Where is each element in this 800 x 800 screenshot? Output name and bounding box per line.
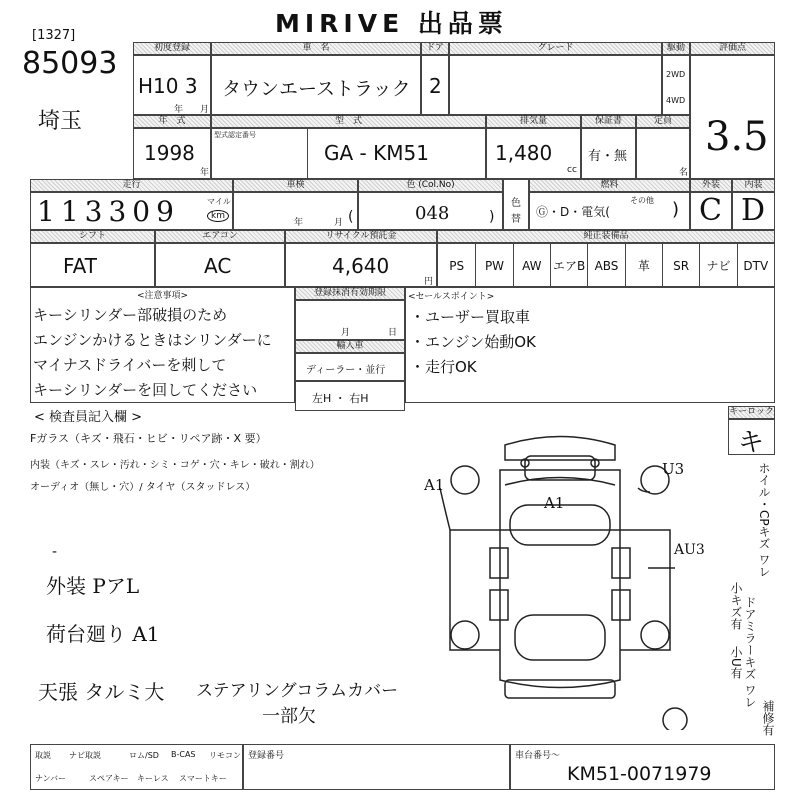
capacity-unit: 名 — [679, 168, 689, 178]
notes-header: <注意事項> — [136, 291, 189, 301]
footer-item: スマートキー — [179, 774, 227, 783]
registration-cell — [295, 300, 405, 340]
equip-pw: PW — [475, 244, 512, 288]
registration-month: 月 — [341, 328, 351, 338]
color-header: 色 (Col.No) — [358, 179, 503, 192]
reg-year-unit: 年 — [174, 105, 184, 115]
drive-2wd: 2WD — [666, 70, 686, 79]
model-sub: 型式認定番号 — [214, 131, 256, 139]
steering-cell — [295, 381, 405, 411]
year-header: 年 式 — [133, 115, 211, 128]
sales-line: ・ユーザー買取車 — [410, 308, 531, 326]
shift-cell — [30, 243, 155, 287]
fuel-close: ) — [672, 199, 680, 220]
registration-day: 日 — [388, 328, 398, 338]
steering-value: 左H ・ 右H — [312, 392, 369, 405]
footer-item: B-CAS — [171, 750, 196, 759]
warranty-value: 有・無 — [588, 149, 628, 164]
footer-item: リモコン — [209, 751, 241, 760]
grade-header: グレード — [449, 42, 662, 55]
cc-unit: cc — [567, 165, 577, 175]
notes-line: キーシリンダーを回してください — [33, 381, 258, 399]
footer-item: ナビ取説 — [69, 751, 101, 760]
name-cell — [211, 55, 421, 115]
drive-header: 駆動 — [662, 42, 690, 55]
shift-header: シフト — [30, 230, 155, 243]
year-value: 1998 — [144, 141, 195, 165]
glass-line: Fガラス（キズ・飛石・ヒビ・リペア跡・X 要） — [30, 432, 267, 445]
drive-4wd: 4WD — [666, 96, 686, 105]
capacity-header: 定員 — [636, 115, 690, 128]
equip-ps: PS — [449, 259, 465, 273]
color-value: 048 — [415, 203, 450, 224]
sales-line: ・走行OK — [410, 358, 477, 376]
inspection-month: 月 — [334, 218, 344, 228]
sales-line: ・エンジン始動OK — [410, 333, 536, 351]
doors-value: 2 — [429, 74, 442, 98]
warranty-cell — [581, 128, 636, 179]
capacity-cell — [636, 128, 690, 179]
fuel-value: Ⓖ・D・電気( — [536, 205, 610, 219]
reg-value: H10 3 — [138, 74, 198, 98]
ac-header: エアコン — [155, 230, 285, 243]
int-header: 内装 — [732, 179, 775, 192]
equip-leather: 革 — [625, 244, 662, 288]
ac-cell — [155, 243, 285, 287]
equip-airbag: エアB — [550, 244, 587, 288]
handwritten-note: 一部欠 — [262, 706, 316, 727]
footer-item: スペアキー — [89, 774, 129, 783]
color-cell — [358, 192, 503, 230]
equip-dtv: DTV — [737, 244, 774, 288]
inspection-cell — [233, 192, 358, 230]
mileage-unit-mile: マイル — [207, 197, 231, 206]
mileage-header: 走行 — [30, 179, 233, 192]
reg-number-label: 登録番号 — [248, 751, 285, 761]
lot-number: 85093 — [22, 46, 118, 81]
inspection-header: 車検 — [233, 179, 358, 192]
damage-label: A1 — [424, 476, 445, 494]
mileage-unit-km: km — [207, 210, 229, 222]
handwritten-note: ステアリングコラムカバー — [196, 681, 399, 701]
repaint-top: 色 — [511, 198, 521, 209]
chassis-cell — [510, 744, 775, 790]
footer-item: キーレス — [137, 774, 169, 783]
notes-line: マイナスドライバーを刺して — [33, 356, 227, 374]
damage-legend: 小U有 — [729, 646, 743, 679]
keylock-value: キ — [738, 428, 765, 458]
reg-cell — [133, 55, 211, 115]
footer-item: 取説 — [35, 751, 51, 760]
doors-cell — [421, 55, 449, 115]
name-header: 車 名 — [211, 42, 421, 55]
reg-header: 初度登録 — [133, 42, 211, 55]
equip-sunroof: SR — [662, 244, 699, 288]
warranty-header: 保証書 — [581, 115, 636, 128]
registration-header: 登録抹消有効期限 — [295, 287, 405, 300]
inspector-header: < 検査員記入欄 > — [34, 410, 143, 425]
equip-aw: AW — [513, 244, 550, 288]
int-value: D — [741, 193, 766, 228]
shift-value: FAT — [63, 254, 98, 278]
reg-number-cell — [243, 744, 510, 790]
notes-line: エンジンかけるときはシリンダーに — [33, 331, 272, 349]
prefecture: 埼玉 — [38, 109, 83, 134]
equip-navi: ナビ — [699, 244, 736, 288]
handwritten-note: 荷台廻り A1 — [46, 622, 160, 646]
lot-tag: [1327] — [32, 28, 76, 43]
inspection-year: 年 — [294, 218, 304, 228]
damage-legend: ホイル・CPキズ ワレ — [757, 462, 771, 578]
recycle-cell — [285, 243, 437, 287]
footer-item: ロム/SD — [129, 751, 159, 760]
repaint-cell — [503, 179, 529, 230]
doors-header: ドア — [421, 42, 449, 55]
handwritten-note: 天張 タルミ大 — [38, 680, 165, 704]
notes-line: キーシリンダー部破損のため — [33, 306, 228, 324]
model-value: GA - KM51 — [324, 141, 429, 165]
drive-cell — [662, 55, 690, 115]
interior-line: 内装（キズ・スレ・汚れ・シミ・コゲ・穴・キレ・破れ・割れ） — [30, 460, 320, 471]
audio-line: オーディオ（無し・穴）/ タイヤ（スタッドレス） — [30, 482, 256, 493]
damage-legend: ドアミラーキズ ワレ — [743, 596, 757, 708]
sales-header: <セールスポイント> — [408, 292, 495, 302]
notes-box — [30, 287, 295, 403]
model-divider — [307, 129, 308, 178]
footer-item: ナンバー — [35, 774, 67, 783]
keylock-header: キーロック — [729, 407, 774, 417]
equipment-header: 純正装備品 — [437, 230, 775, 243]
vehicle-name: タウンエーストラック — [222, 78, 411, 100]
reg-month-unit: 月 — [200, 105, 210, 115]
handwritten-note: 外装 PアL — [46, 574, 140, 598]
damage-label: U3 — [662, 460, 685, 478]
repaint-bottom: 替 — [511, 214, 521, 225]
fuel-header: 燃料 — [529, 179, 690, 192]
damage-legend: 補修有 — [761, 700, 775, 736]
score-cell — [690, 55, 775, 179]
footer-items — [30, 744, 243, 790]
score-header: 評価点 — [690, 42, 775, 55]
cc-value: 1,480 — [495, 141, 553, 165]
recycle-header: リサイクル預託金 — [285, 230, 437, 243]
cc-header: 排気量 — [486, 115, 581, 128]
ext-cell — [690, 192, 732, 230]
keylock-cell — [728, 419, 775, 458]
mileage-value: 113309 — [37, 195, 180, 228]
damage-label: AU3 — [674, 542, 705, 558]
sales-box — [405, 287, 775, 403]
inspection-open: ( — [348, 209, 354, 225]
int-cell — [732, 192, 775, 230]
ext-value: C — [699, 193, 722, 228]
grade-cell — [449, 55, 662, 115]
mileage-cell — [30, 192, 233, 230]
damage-legend: 小キズ有 — [729, 582, 743, 630]
recycle-value: 4,640 — [332, 254, 390, 278]
sheet-title: MIRIVE 出品票 — [275, 9, 508, 38]
equipment-row — [437, 243, 775, 287]
ext-header: 外装 — [690, 179, 732, 192]
fuel-other: その他 — [630, 196, 654, 205]
inspection-close: ) — [489, 209, 495, 225]
import-header: 輸入車 — [295, 340, 405, 353]
cc-cell — [486, 128, 581, 179]
recycle-unit: 円 — [424, 277, 434, 287]
score-value: 3.5 — [705, 114, 769, 160]
year-unit: 年 — [200, 168, 210, 178]
damage-label: A1 — [544, 494, 565, 512]
model-header: 型 式 — [211, 115, 486, 128]
ac-value: AC — [204, 254, 232, 278]
dash-mark: - — [52, 544, 58, 560]
chassis-value: KM51-0071979 — [567, 763, 712, 785]
fuel-cell — [529, 192, 690, 230]
dealer-value: ディーラー・並行 — [306, 365, 386, 376]
model-cell — [211, 128, 486, 179]
dealer-cell — [295, 353, 405, 381]
equip-abs: ABS — [587, 244, 624, 288]
year-cell — [133, 128, 211, 179]
chassis-label: 車台番号〜 — [515, 751, 561, 761]
